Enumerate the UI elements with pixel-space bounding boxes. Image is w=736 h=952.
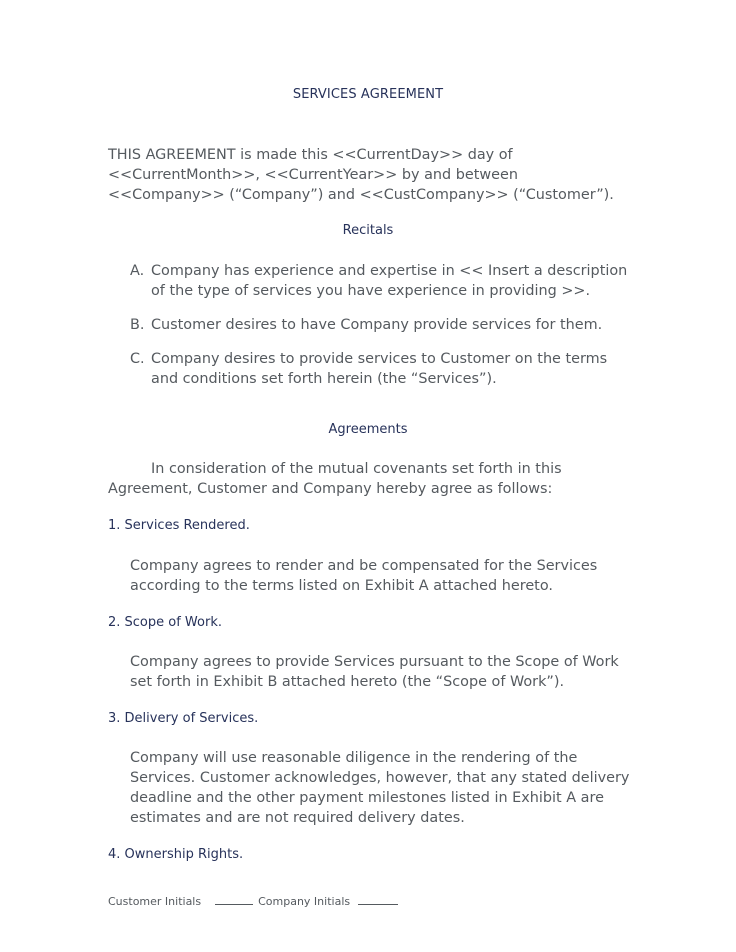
section-heading: 3. Delivery of Services. [108, 711, 259, 726]
recital-letter: A. [130, 263, 145, 279]
customer-initials-label: Customer Initials [108, 895, 202, 908]
section-body: Company agrees to render and be compensated for the Services according to the terms listed on Exhibit A attached hereto. [130, 558, 598, 594]
recitals-list [108, 261, 638, 403]
customer-initials-line[interactable] [215, 894, 253, 905]
document-title: SERVICES AGREEMENT [292, 87, 444, 102]
section-heading: 4. Ownership Rights. [108, 847, 244, 862]
recital-text: Company has experience and expertise in << Insert a description of the type of services you have experience in providing >>. [151, 263, 628, 299]
section-heading: 1. Services Rendered. [108, 518, 250, 533]
agreements-heading: Agreements [328, 422, 408, 437]
recital-letter: C. [130, 351, 145, 367]
intro-paragraph: THIS AGREEMENT is made this <<CurrentDay>> day of <<CurrentMonth>>, <<CurrentYear>> by and between <<Company>> (“Company”) and <<CustCompany>> (“Customer”). [108, 147, 614, 203]
recital-item [108, 261, 638, 301]
company-initials-line[interactable] [358, 894, 398, 905]
recital-item [108, 315, 638, 335]
section-heading: 2. Scope of Work. [108, 615, 222, 630]
section-body: Company agrees to provide Services pursuant to the Scope of Work set forth in Exhibit B attached hereto (the “Scope of Work”). [130, 654, 619, 690]
recital-item [108, 349, 638, 389]
recital-letter: B. [130, 317, 145, 333]
recital-text: Customer desires to have Company provide services for them. [151, 317, 603, 333]
initials-footer [108, 894, 398, 908]
company-initials-label: Company Initials [258, 895, 351, 908]
agreements-intro: In consideration of the mutual covenants set forth in this Agreement, Customer and Company hereby agree as follows: [108, 461, 562, 497]
recital-text: Company desires to provide services to Customer on the terms and conditions set forth herein (the “Services”). [151, 351, 608, 387]
section-body: Company will use reasonable diligence in the rendering of the Services. Customer acknowledges, however, that any stated delivery deadline and the other payment milestones listed in Exhibit A are estimates and are not required delivery dates. [130, 750, 630, 826]
recitals-heading: Recitals [342, 223, 394, 238]
